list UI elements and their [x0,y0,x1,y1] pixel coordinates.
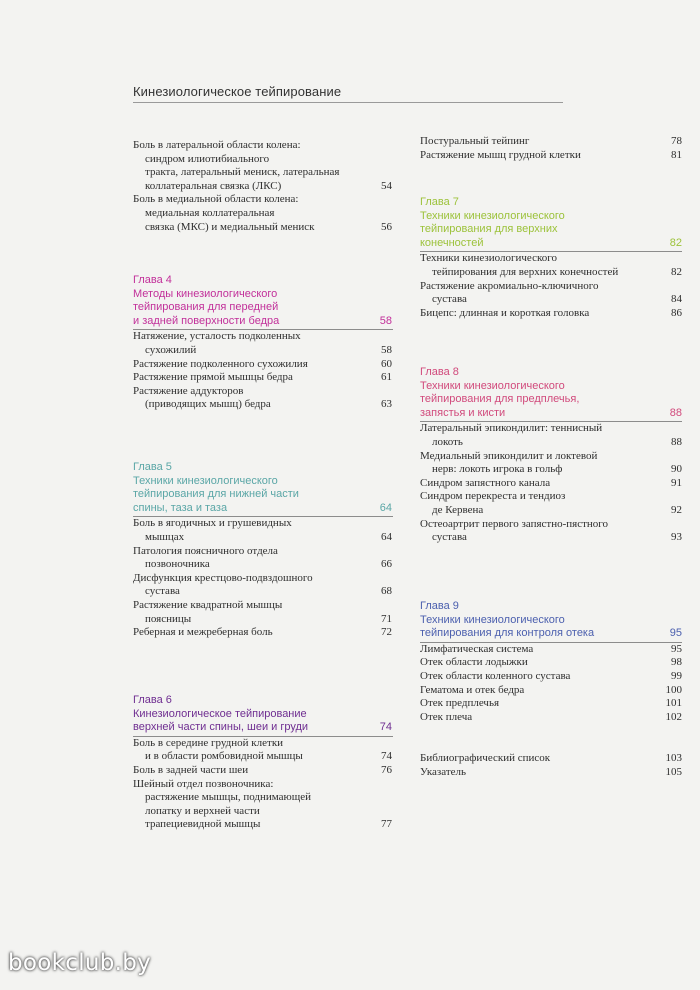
toc-entry-line: де Кервена [432,504,484,516]
toc-entry-line: синдром илиотибиального [145,152,270,165]
chapter-title-line: Техники кинезиологического [133,474,278,487]
chapter-label: Глава 4 [133,274,172,286]
toc-page-number: 56 [381,220,392,233]
chapter-label: Глава 8 [420,366,459,378]
toc-page-number: 78 [671,135,682,147]
toc-entry-line: Отек предплечья [420,697,500,710]
toc-entry-line: Лимфатическая система [420,642,534,655]
toc-entry-line: Боль в медиальной области колена: [133,193,299,206]
toc-entry-line: Отек области коленного сустава [420,670,571,682]
toc-entry-line: лопатку и верхней части [145,804,260,817]
toc-entry-line: Растяжение квадратной мышцы [133,599,283,611]
toc-page-number: 95 [671,642,682,655]
toc-entry-line: Постуральный тейпинг [420,135,530,147]
watermark-text: bookclub.by [8,950,152,976]
chapter-page-number: 82 [669,236,682,249]
chapter-label: Глава 9 [420,600,459,612]
toc-entry-line: Отек плеча [420,710,473,723]
toc-entry-line: Дисфункция крестцово-подвздошного [133,571,313,584]
chapter-label: Глава 5 [133,461,172,473]
toc-page-number: 90 [671,463,682,476]
toc-entry-line: медиальная коллатеральная [145,207,275,219]
toc-page-number: 61 [381,371,392,384]
toc-entry-line: Остеоартрит первого запястно-пястного [420,517,609,530]
toc-page-number: 74 [381,750,392,763]
toc-page-number: 54 [381,179,392,192]
toc-page-number: 101 [665,697,682,710]
toc-entry-line: Латеральный эпикондилит: теннисный [420,422,603,435]
chapter-page-number: 95 [669,627,682,640]
toc-entry-line: Патология поясничного отдела [133,544,278,557]
toc-entry-line: Боль в латеральной области колена: [133,139,301,151]
chapter-title-line: Методы кинезиологического [133,287,278,300]
toc-entry-line: Растяжение подколенного сухожилия [133,357,308,370]
chapter-title-line: верхней части спины, шеи и груди [133,721,309,734]
chapter-page-number: 88 [669,406,682,419]
toc-page-number: 71 [381,612,392,625]
toc-page-number: 88 [671,436,682,448]
toc-page-number: 81 [671,148,682,161]
chapter-title-line: Техники кинезиологического [420,379,565,392]
toc-page-number: 72 [381,626,392,639]
toc-entry-line: сустава [432,531,467,544]
chapter-page-number: 64 [379,501,392,514]
chapter-title-line: тейпирования для передней [133,301,279,314]
chapter-title-line: Кинезиологическое тейпирование [133,707,307,720]
chapter-title-line: тейпирования для контроля отека [420,627,595,640]
toc-entry-line: Растяжение аддукторов [133,384,244,397]
toc-entry-line: Синдром перекреста и тендиоз [420,490,566,503]
toc-page-number: 93 [671,531,682,544]
chapter-page-number: 58 [379,314,392,327]
chapter-title-line: Техники кинезиологического [420,209,565,222]
toc-entry-line: коллатеральная связка (ЛКС) [145,179,282,192]
toc-entry-line: Шейный отдел позвоночника: [133,777,274,790]
toc-entry-line: растяжение мышцы, поднимающей [145,791,311,804]
toc-entry-line: Синдром запястного канала [420,476,551,489]
toc-page-number: 103 [665,752,682,764]
toc-entry-line: нерв: локоть игрока в гольф [432,463,563,476]
toc-page-number: 105 [665,765,682,778]
toc-page-number: 63 [381,398,392,411]
toc-entry-line: Гематома и отек бедра [420,683,525,696]
toc-page-number: 66 [381,558,392,571]
toc-entry-line: Растяжение мышц грудной клетки [420,148,581,161]
toc-entry-line: Указатель [420,765,467,778]
toc-entry-line: поясницы [145,612,192,625]
toc-entry-line: позвоночника [145,558,210,571]
toc-entry-line: тейпирования для верхних конечностей [432,266,619,278]
toc-page-number: 77 [381,818,392,831]
toc-entry-line: Отек области лодыжки [420,656,528,669]
toc-entry-line: Боль в задней части шеи [133,764,249,776]
toc-entry-line: Бицепс: длинная и короткая головка [420,306,590,319]
toc-entry-line: сустава [145,585,180,598]
toc-page-number: 86 [671,306,682,319]
toc-page-number: 64 [381,531,392,543]
toc-page-number: 99 [671,670,682,682]
chapter-label: Глава 7 [420,196,459,208]
chapter-title-line: запястья и кисти [420,406,506,419]
chapter-title-line: конечностей [420,236,484,249]
toc-entry-line: Боль в середине грудной клетки [133,736,284,749]
toc-entry-line: (приводящих мышц) бедра [145,398,271,411]
toc-page-number: 68 [381,585,392,598]
chapter-label: Глава 6 [133,694,172,706]
chapter-title-line: Техники кинезиологического [420,613,565,626]
toc-entry-line: Растяжение акромиально-ключичного [420,279,599,292]
toc-entry-line: Натяжение, усталость подколенных [133,330,301,343]
header-rule [133,102,563,103]
toc-entry-line: Боль в ягодичных и грушевидных [133,517,292,530]
toc-page-number: 102 [665,710,682,723]
toc-entry-line: сустава [432,293,467,306]
toc-entry-line: Растяжение прямой мышцы бедра [133,371,293,384]
chapter-title-line: спины, таза и таза [133,501,228,514]
toc-entry-line: и в области ромбовидной мышцы [145,750,303,763]
running-header: Кинезиологическое тейпирование [133,84,342,99]
toc-page-number: 76 [381,764,392,776]
toc-page-number: 91 [671,476,682,489]
toc-entry-line: связка (МКС) и медиальный мениск [145,220,315,233]
toc-entry-line: Библиографический список [420,752,551,764]
toc-page-number: 82 [671,266,682,278]
toc-page-number: 60 [381,357,392,370]
toc-entry-line: локоть [432,436,463,448]
toc-entry-line: трапециевидной мышцы [145,818,261,831]
chapter-title-line: и задней поверхности бедра [133,314,280,327]
chapter-title-line: тейпирования для верхних [420,223,558,236]
toc-entry-line: Реберная и межреберная боль [133,626,273,639]
chapter-title-line: тейпирования для нижней части [133,488,299,501]
toc-entry-line: тракта, латеральный мениск, латеральная [145,166,340,179]
chapter-title-line: тейпирования для предплечья, [420,393,580,406]
toc-page-number: 98 [671,656,682,669]
toc-entry-line: Медиальный эпикондилит и локтевой [420,449,598,462]
toc-entry-line: мышцах [145,531,185,543]
toc-page-number: 58 [381,344,392,356]
toc-entry-line: сухожилий [145,344,197,356]
toc-page-number: 84 [671,293,682,306]
toc-page-number: 92 [671,504,682,516]
toc-page-number: 100 [665,683,682,696]
chapter-page-number: 74 [379,721,392,734]
toc-entry-line: Техники кинезиологического [420,252,557,265]
